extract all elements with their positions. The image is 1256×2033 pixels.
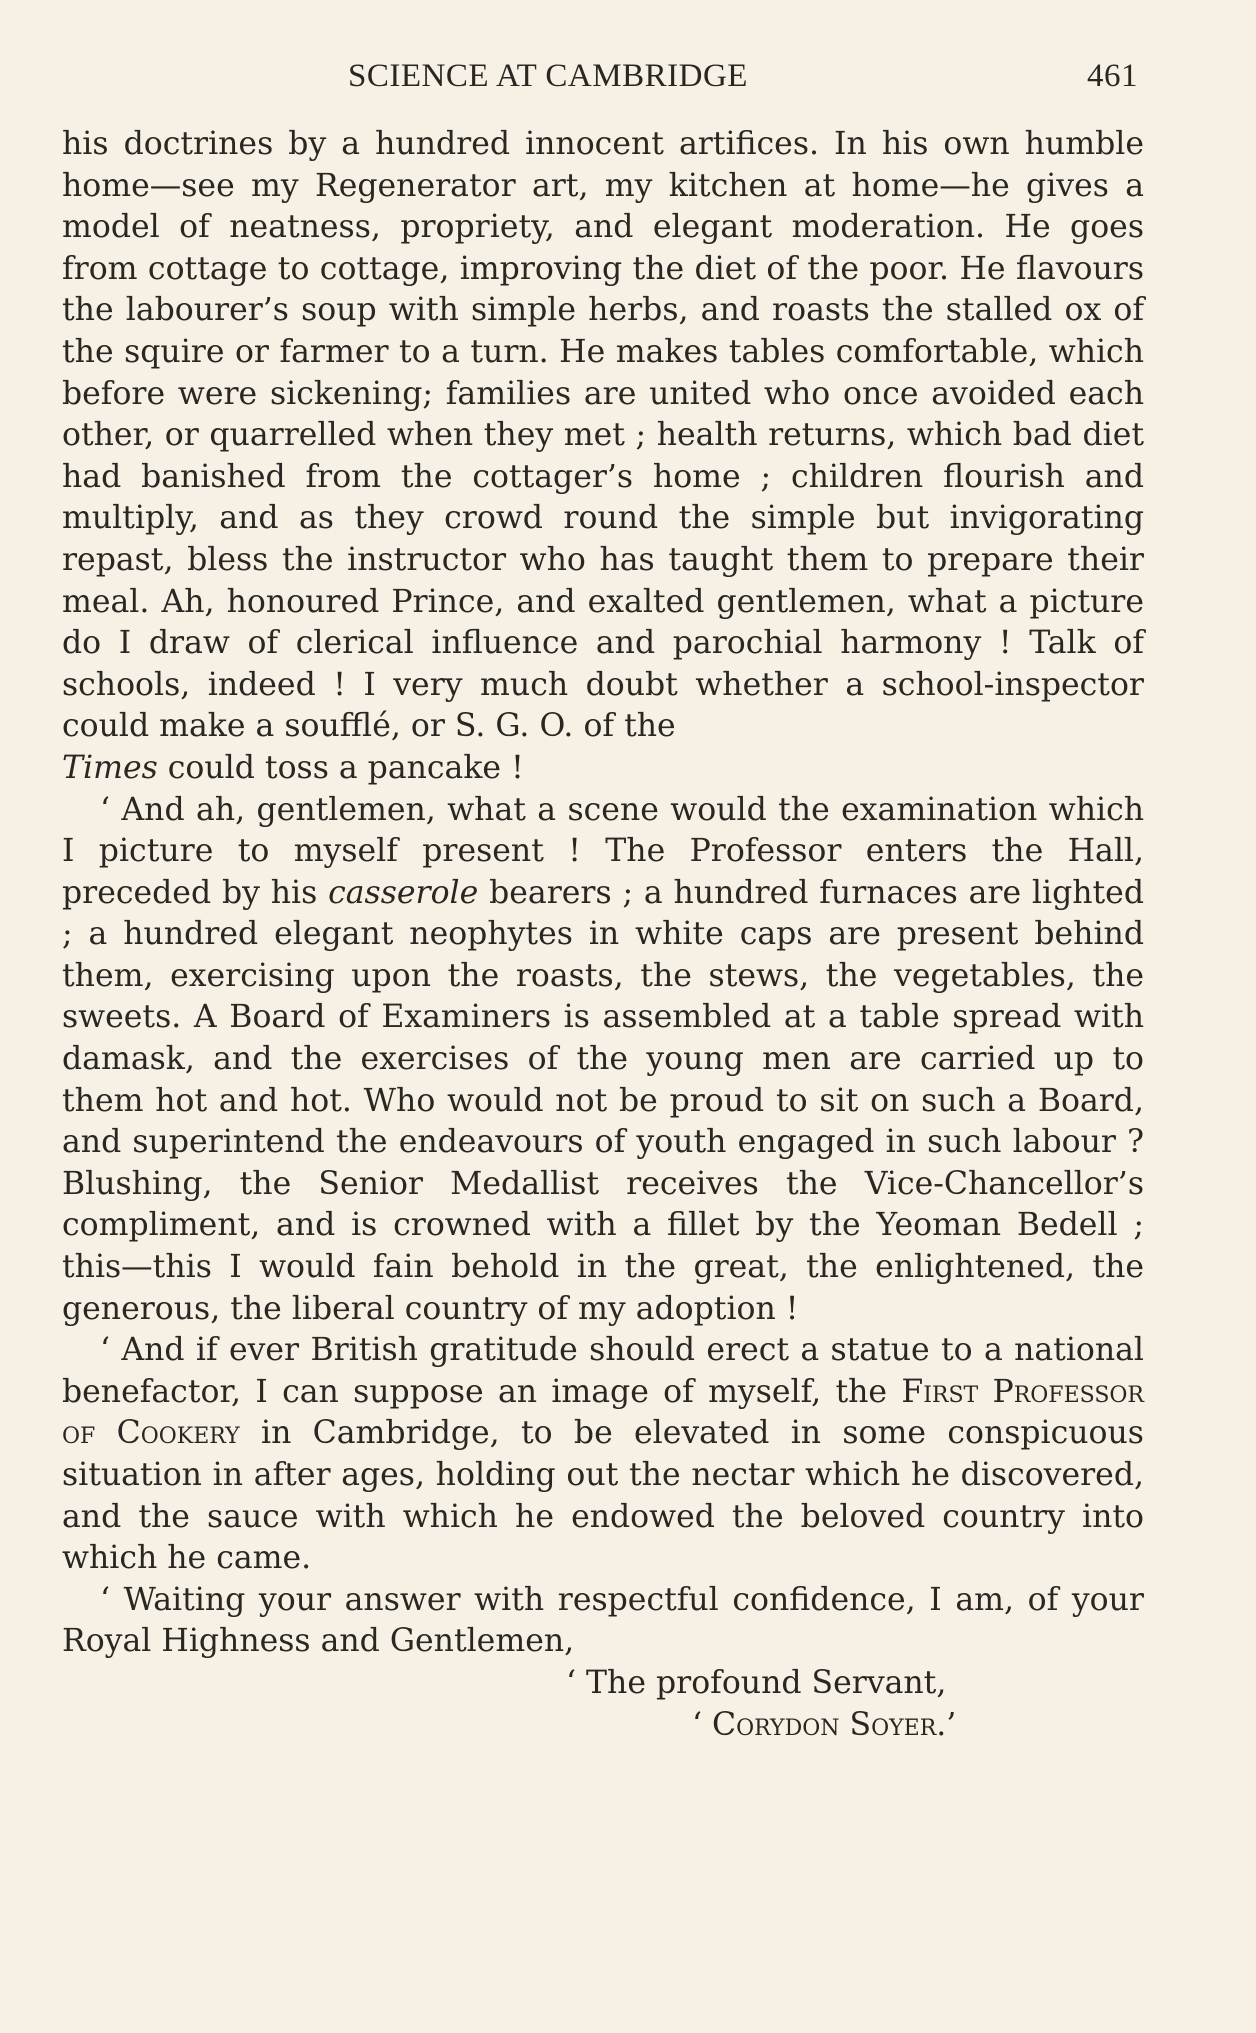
paragraph-examination: [62, 790, 1144, 1331]
letter-closing: [62, 1663, 1144, 1746]
small-caps-title: First Professor of Cookery: [62, 1373, 1144, 1452]
paragraph-text: his doctrines by a hundred innocent artifices. In his own humble home—see my Regenerator art, my kitchen at home—he gives a model of neatness, propriety, and elegant moderation. He goes from cottage to cottage, improving the diet of the poor. He flavours the labourer’s soup with simple herbs, and roasts the stalled ox of the squire or farmer to a turn. He makes tables comfortable, which before were sickening; families are united who once avoided each other, or quarrelled when they met ; health returns, which bad diet had banished from the cottager’s home ; children flourish and multiply, and as they crowd round the simple but invigorating repast, bless the instructor who has taught them to prepare their meal. Ah, honoured Prince, and exalted gentlemen, what a picture do I draw of clerical influence and parochial harmony ! Talk of schools, indeed ! I very much doubt whether a school-inspector could make a soufflé, or S. G. O. of the: [62, 126, 1144, 745]
servant-line: ‘ The profound Servant,: [566, 1664, 947, 1701]
paragraph-text: ‘ And if ever British gratitude should erect a statue to a national benefactor, I can suppose an image of myself, the: [62, 1332, 1144, 1410]
paragraph-text: could toss a pancake !: [157, 749, 524, 786]
paragraph-text: ‘ And ah, gentlemen, what a scene would the examination which I picture to myself present ! The Professor enters the Hall, preceded by his: [62, 791, 1144, 911]
paragraph-continuation: [62, 124, 1144, 790]
italic-text-casserole: casserole: [328, 874, 479, 911]
signature: [62, 1705, 1144, 1747]
paragraph-statue: [62, 1330, 1144, 1580]
paragraph-text: bearers ; a hundred furnaces are lighted ; a hundred elegant neophytes in white caps are present behind them, exercising upon the roasts, the stews, the vegetables, the sweets. A Board of Examiners is assembled at a table spread with damask, and the exercises of the young men are carried up to them hot and hot. Who would not be proud to sit on such a Board, and superintend the endeavours of youth engaged in such labour ? Blushing, the Senior Medallist receives the Vice-Chancellor’s compliment, and is crowned with a fillet by the Yeoman Bedell ; this—this I would fain behold in the great, the enlightened, the generous, the liberal country of my adoption !: [62, 874, 1144, 1327]
running-head: [62, 52, 1144, 100]
body-text: [62, 124, 1144, 1663]
italic-text-times: Times: [62, 749, 158, 786]
signature-name: Corydon Soyer: [712, 1706, 937, 1743]
paragraph-text: in Cambridge, to be elevated in some conspicuous situation in after ages, holding out the nectar which he discovered, and the sauce with which he endowed the beloved country into which he came.: [62, 1415, 1144, 1577]
running-head-title: SCIENCE AT CAMBRIDGE: [348, 58, 748, 94]
signature-close-quote: .’: [936, 1706, 957, 1743]
page-number: 461: [1087, 58, 1138, 94]
signature-open-quote: ‘: [692, 1706, 713, 1743]
paragraph-text: ‘ Waiting your answer with respectful confidence, I am, of your Royal Highness and Gentlemen,: [62, 1581, 1144, 1660]
paragraph-closing-salutation: [62, 1580, 1144, 1663]
